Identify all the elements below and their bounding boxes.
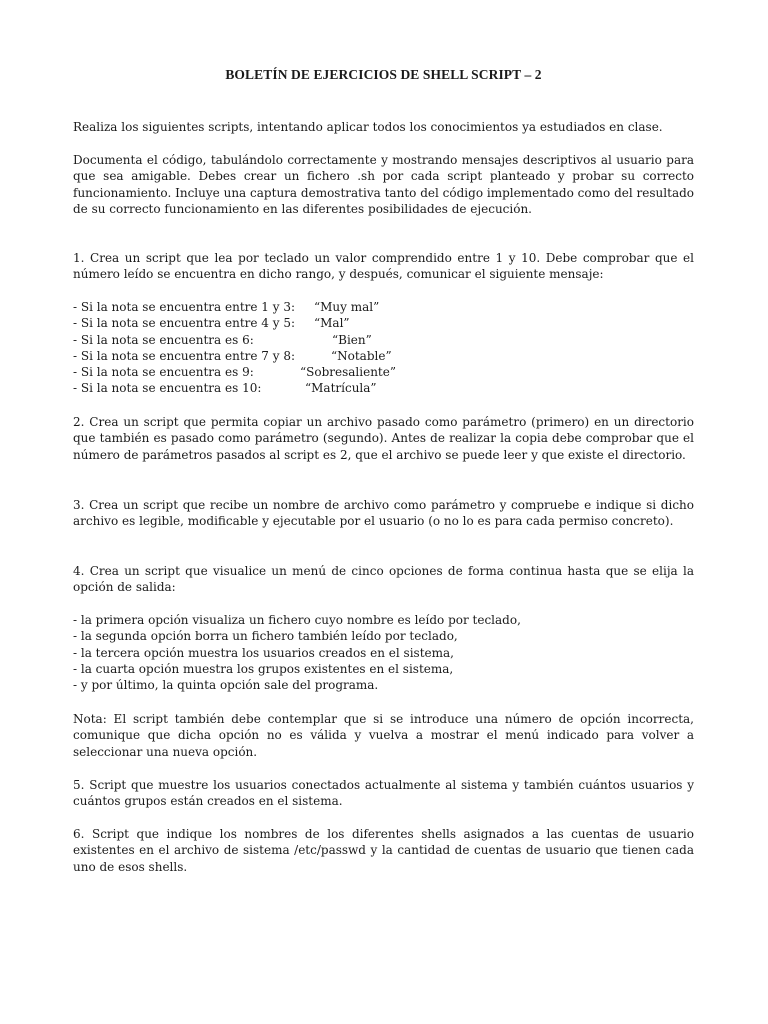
grade-row	[73, 315, 694, 331]
grade-message: “Mal”	[314, 316, 350, 331]
exercise-6-text: 6. Script que indique los nombres de los diferentes shells asignados a las cuentas de usuario existentes en el archivo de sistema /etc/passwd y la cantidad de cuentas de usuario que tienen cada uno de esos shells.	[73, 827, 694, 874]
list-item: - y por último, la quinta opción sale del programa.	[73, 678, 379, 693]
grade-message: “Matrícula”	[305, 381, 377, 396]
grade-row	[73, 299, 694, 315]
list-item: - la cuarta opción muestra los grupos existentes en el sistema,	[73, 661, 454, 676]
list-item: - la segunda opción borra un fichero también leído por teclado,	[73, 629, 458, 644]
grade-condition: - Si la nota se encuentra entre 7 y 8:	[73, 348, 296, 363]
exercise-1-text: 1. Crea un script que lea por teclado un valor comprendido entre 1 y 10. Debe comprobar que el número leído se encuentra en dicho rango, y después, comunicar el siguiente mensaje:	[73, 251, 694, 282]
grade-message: “Bien”	[332, 332, 372, 347]
list-item: - la tercera opción muestra los usuarios creados en el sistema,	[73, 645, 454, 660]
grade-row	[73, 380, 694, 396]
grade-row	[73, 364, 694, 380]
exercise-3-text: 3. Crea un script que recibe un nombre de archivo como parámetro y compruebe e indique si dicho archivo es legible, modificable y ejecutable por el usuario (o no lo es para cada permiso concreto).	[73, 498, 694, 529]
grade-row	[73, 332, 694, 348]
exercise-4-note: Nota: El script también debe contemplar que si se introduce una número de opción incorrecta, comunique que dicha opción no es válida y vuelva a mostrar el menú indicado para volver a seleccionar una nueva opción.	[73, 712, 694, 759]
exercise-4-text: 4. Crea un script que visualice un menú de cinco opciones de forma continua hasta que se elija la opción de salida:	[73, 564, 694, 595]
list-item: - la primera opción visualiza un fichero cuyo nombre es leído por teclado,	[73, 613, 521, 627]
grade-condition: - Si la nota se encuentra es 10:	[73, 381, 262, 396]
exercise-2-text: 2. Crea un script que permita copiar un archivo pasado como parámetro (primero) en un directorio que también es pasado como parámetro (segundo). Antes de realizar la copia debe comprobar que el número de parámetros pasados al script es 2, que el archivo se puede leer y que existe el directorio.	[73, 415, 694, 462]
exercise-5-text: 5. Script que muestre los usuarios conectados actualmente al sistema y también cuántos usuarios y cuántos grupos están creados en el sistema.	[73, 778, 694, 809]
grade-row	[73, 348, 694, 364]
instructions-paragraph: Documenta el código, tabulándolo correctamente y mostrando mensajes descriptivos al usuario para que sea amigable. Debes crear un fichero .sh por cada script planteado y probar su correcto funcionamiento. Incluye una captura demostrativa tanto del código implementado como del resultado de su correcto funcionamiento en las diferentes posibilidades de ejecución.	[73, 153, 694, 216]
grade-message: “Notable”	[331, 348, 392, 363]
intro-paragraph: Realiza los siguientes scripts, intentando aplicar todos los conocimientos ya estudiados en clase.	[73, 120, 663, 134]
grade-condition: - Si la nota se encuentra es 6:	[73, 332, 254, 347]
grade-message: “Muy mal”	[314, 300, 380, 314]
grade-condition: - Si la nota se encuentra entre 1 y 3:	[73, 300, 296, 314]
grade-message: “Sobresaliente”	[300, 365, 396, 380]
document-title: BOLETÍN DE EJERCICIOS DE SHELL SCRIPT – 2	[225, 67, 542, 82]
document-page	[73, 0, 694, 1024]
grade-condition: - Si la nota se encuentra es 9:	[73, 365, 254, 380]
grade-condition: - Si la nota se encuentra entre 4 y 5:	[73, 316, 296, 331]
grade-list	[73, 299, 694, 397]
menu-option-list	[73, 612, 694, 693]
